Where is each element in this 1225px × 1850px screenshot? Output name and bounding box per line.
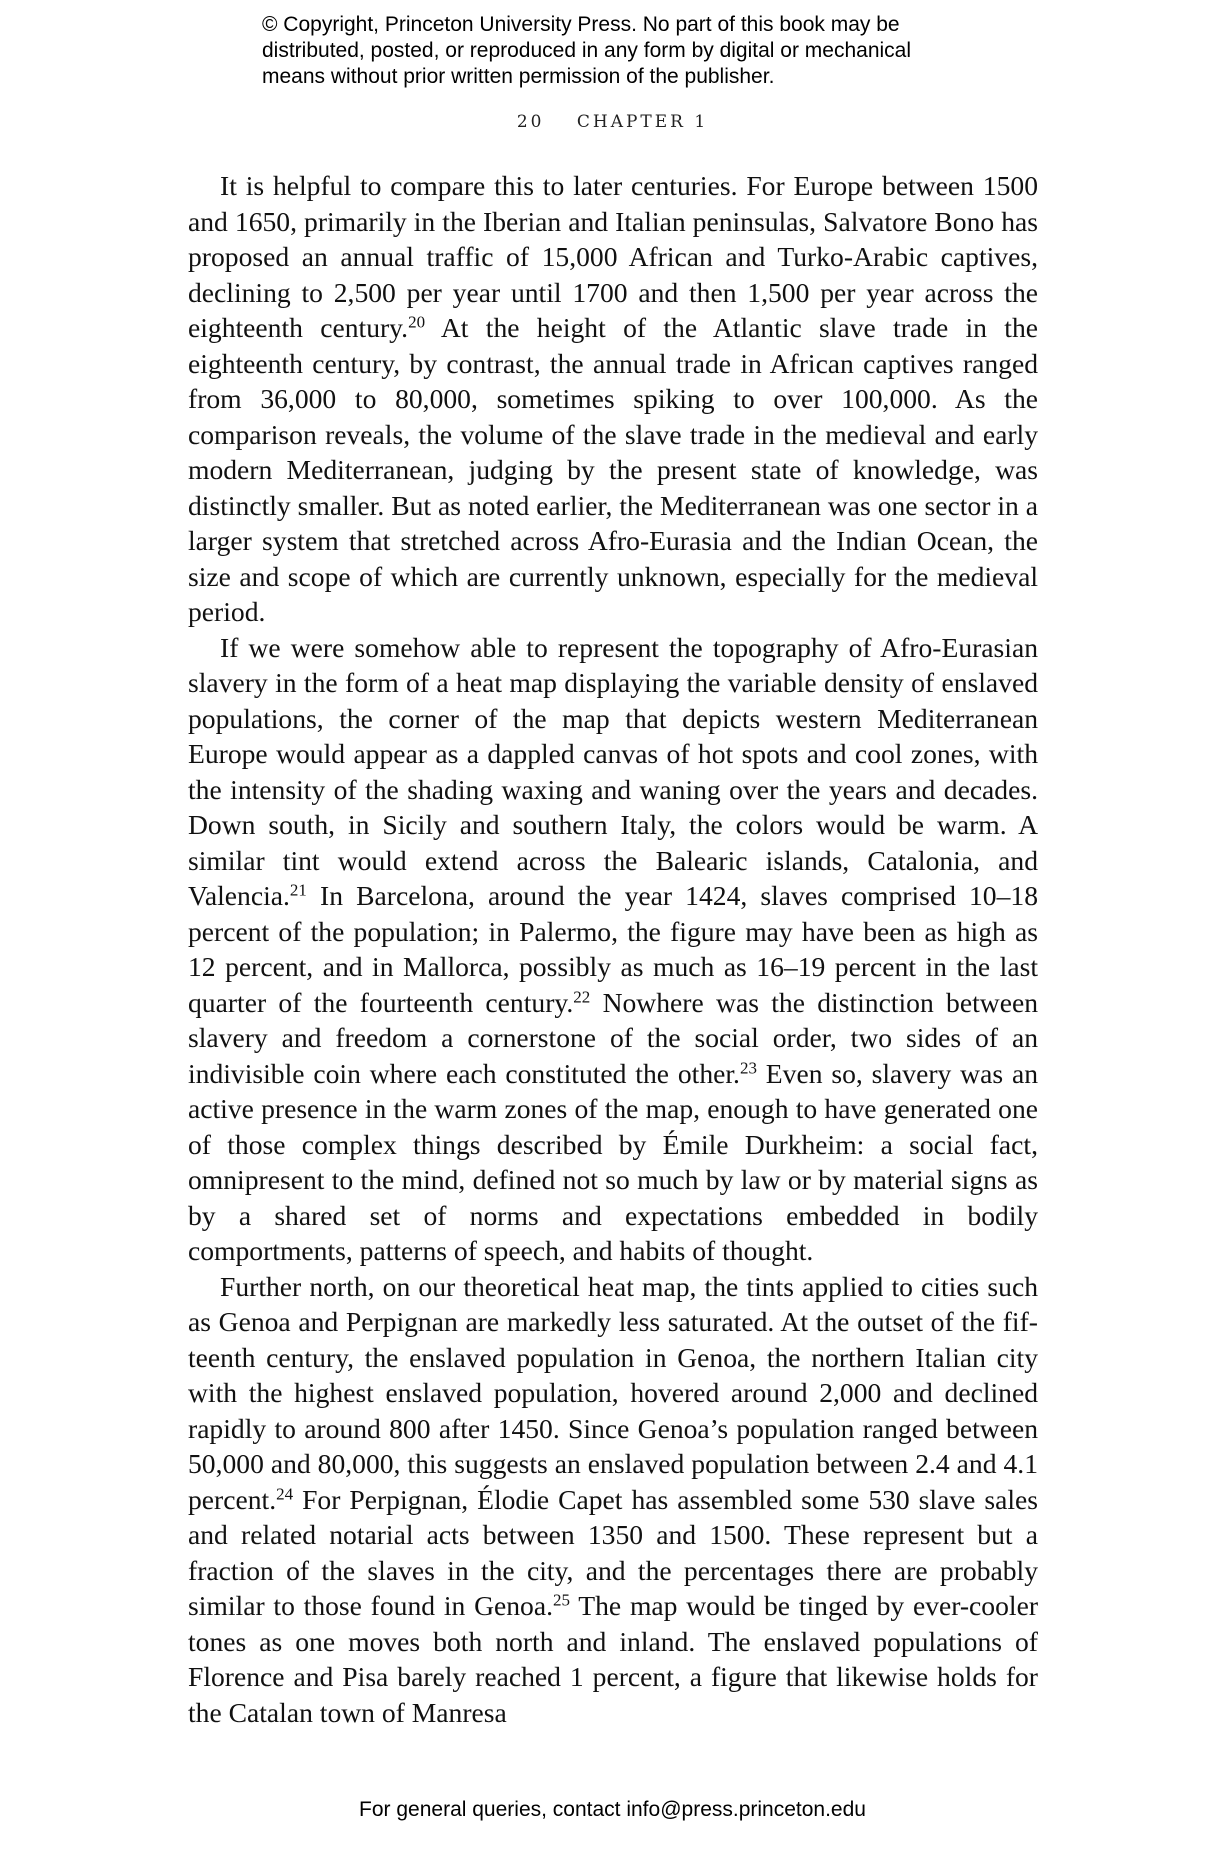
footnote-marker[interactable]: 21 [289,880,307,900]
footnote-marker[interactable]: 25 [553,1590,570,1610]
footnote-marker[interactable]: 23 [739,1058,757,1078]
copyright-line: means without prior written permission of the publisher. [262,65,775,88]
paragraph-text: It is helpful to compare this to later centuries. For Europe between 1500 and 1650, primarily in the Iberian and Italian peninsulas, Salvatore Bono has proposed an annual traffic of 15,000 African and Turko-Arabic captives, declining to 2,500 per year until 1700 and then 1,500 per year across the eighteenth century. [188,170,1038,343]
page-number: 20 [516,112,545,132]
footnote-marker[interactable]: 20 [408,312,426,332]
paragraph-text: If we were somehow able to represent the topography of Afro-Eurasian slavery in the form of a heat map displaying the variable density of enslaved populations, the corner of the map that depicts western Mediterranean Europe would appear as a dappled canvas of hot spots and cool zones, with the intensity of the shading waxing and waning over the years and decades. Down south, in Sicily and southern Italy, the colors would be warm. A similar tint would extend across the Balearic islands, Catalonia, and Valencia. [188,631,1038,911]
footer-contact: For general queries, contact info@press.princeton.edu [359,1798,866,1821]
body-text [188,168,1038,1730]
chapter-label: CHAPTER 1 [576,112,709,132]
paragraph [188,168,1038,630]
paragraph [188,630,1038,1269]
copyright-line: distributed, posted, or reproduced in any form by digital or mechanical [262,39,912,62]
paragraph-text: The map would be tinged by ever-cooler tones as one moves both north and inland. The enslaved populations of Florence and Pisa barely reached 1 percent, a figure that likewise holds for the Catalan town of Manresa [188,1590,1039,1728]
running-head [0,112,1225,132]
paragraph-text: For Perpignan, Élodie Capet has assembled some 530 slave sales and related notarial acts between 1350 and 1500. These represent but a fraction of the slaves in the city, and the percentages there are probably similar to those found in Genoa. [188,1483,1038,1621]
paragraph [188,1269,1038,1731]
copyright-line: © Copyright, Princeton University Press. No part of this book may be [262,13,900,36]
paragraph-text: Further north, on our theoretical heat map, the tints applied to cities such as Genoa and Perpignan are markedly less saturated. At the outset of the fifteenth century, the enslaved population in Genoa, the northern Italian city with the highest enslaved population, hovered around 2,000 and declined rapidly to around 800 after 1450. Since Genoa’s population ranged between 50,000 and 80,000, this suggests an enslaved population between 2.4 and 4.1 percent. [188,1270,1038,1515]
copyright-notice [262,12,1022,90]
paragraph-text: Nowhere was the distinction between slavery and freedom a cornerstone of the social order, two sides of an indivisible coin where each constituted the other. [188,986,1038,1089]
footnote-marker[interactable]: 22 [573,987,591,1007]
footnote-marker[interactable]: 24 [276,1484,294,1504]
paragraph-text: In Barcelona, around the year 1424, slaves comprised 10–18 percent of the population; in Palermo, the figure may have been as high as 12 percent, and in Mallorca, possibly as much as 16–19 percent in the last quarter of the fourteenth century. [188,880,1038,1018]
paragraph-text: Even so, slavery was an active presence in the warm zones of the map, enough to have generated one of those complex things described by Émile Durkheim: a social fact, omnipresent to the mind, defined not so much by law or by material signs as by a shared set of norms and expectations embedded in bodily comportments, patterns of speech, and habits of thought. [188,1057,1038,1266]
paragraph-text: At the height of the Atlantic slave trade in the eighteenth century, by contrast, the annual trade in African captives ranged from 36,000 to 80,000, sometimes spiking to over 100,000. As the comparison reveals, the volume of the slave trade in the medieval and early modern Mediterranean, judging by the present state of knowledge, was distinctly smaller. But as noted earlier, the Mediterranean was one sector in a larger system that stretched across Afro-Eurasia and the Indian Ocean, the size and scope of which are currently unknown, especially for the medieval period. [188,312,1038,627]
